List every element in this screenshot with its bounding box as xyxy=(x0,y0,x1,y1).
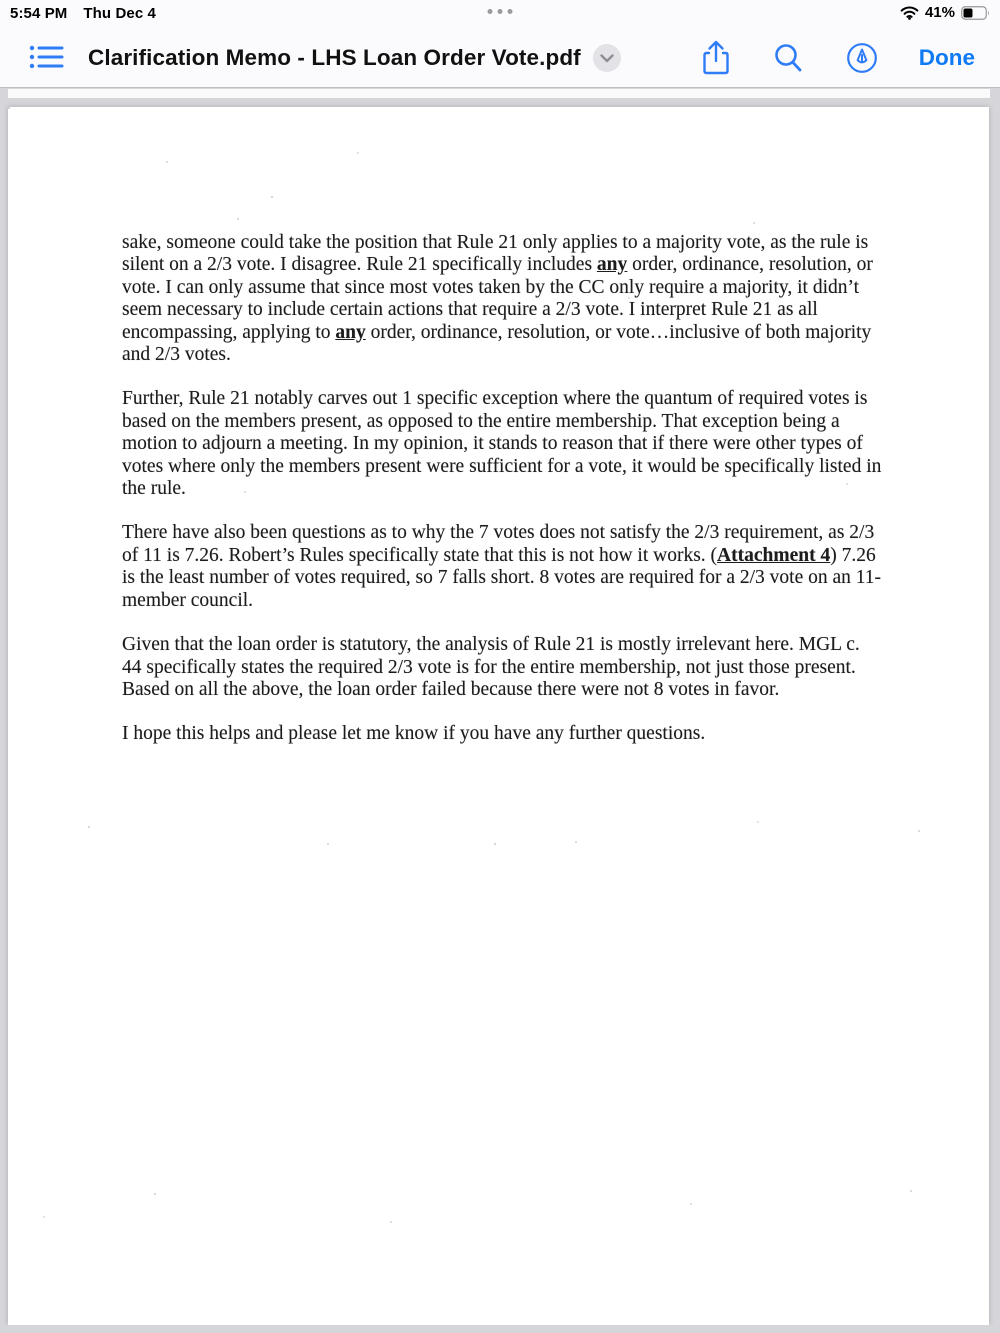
document-text xyxy=(122,232,882,768)
markup-button[interactable] xyxy=(845,38,879,78)
paragraph: Further, Rule 21 notably carves out 1 specific exception where the quantum of required votes is based on the members present, as opposed to the entire membership. That exception being a motion to adjourn a meeting. In my opinion, it stands to reason that if there were other types of votes where only the members present were sufficient for a vote, it would be specifically listed in the rule. xyxy=(122,388,882,500)
wifi-icon xyxy=(900,6,919,20)
battery-icon xyxy=(961,6,990,20)
list-bullet-icon xyxy=(28,42,66,72)
multitasking-dots-icon[interactable] xyxy=(488,9,513,14)
document-title: Clarification Memo - LHS Loan Order Vote.pdf xyxy=(88,45,581,70)
previous-page-edge xyxy=(8,89,990,98)
toolbar-actions xyxy=(699,28,975,87)
paragraph: There have also been questions as to why the 7 votes does not satisfy the 2/3 requirement, as 2/3 of 11 is 7.26. Robert’s Rules specifically state that this is not how it works. (Attachment 4) 7.26 is the least number of votes required, so 7 falls short. 8 votes are required for a 2/3 vote on an 11-member council. xyxy=(122,522,882,611)
paragraph: sake, someone could take the position that Rule 21 only applies to a majority vote, as the rule is silent on a 2/3 vote. I disagree. Rule 21 specifically includes any order, ordinance, resolution, or vote. I can only assume that since most votes taken by the CC only require a majority, it didn’t seem necessary to include certain actions that require a 2/3 vote. I interpret Rule 21 as all encompassing, applying to any order, ordinance, resolution, or vote…inclusive of both majority and 2/3 votes. xyxy=(122,232,873,366)
done-button[interactable]: Done xyxy=(918,44,975,70)
battery-percentage: 41% xyxy=(924,4,955,21)
pen-nib-circle-icon xyxy=(846,42,878,74)
canvas-bottom-gap xyxy=(0,1325,1000,1333)
document-title-menu[interactable] xyxy=(88,36,621,80)
search-icon xyxy=(774,43,803,73)
share-button[interactable] xyxy=(699,38,733,78)
status-time-date xyxy=(10,5,156,22)
paragraph: Given that the loan order is statutory, the analysis of Rule 21 is mostly irrelevant here. MGL c. 44 specifically states the required 2/3 vote is for the entire membership, not just those present. Based on all the above, the loan order failed because there were not 8 votes in favor. xyxy=(122,634,860,700)
top-chrome xyxy=(0,0,1000,88)
status-date: Thu Dec 4 xyxy=(83,5,156,22)
pdf-scroll-area[interactable] xyxy=(0,88,1000,1333)
status-indicators xyxy=(900,4,990,21)
status-time: 5:54 PM xyxy=(10,5,68,22)
chevron-down-icon xyxy=(593,44,621,72)
scan-noise xyxy=(8,107,10,109)
status-bar xyxy=(0,0,1000,28)
pdf-page xyxy=(8,107,989,1325)
pdf-toolbar xyxy=(0,28,1000,87)
share-icon xyxy=(701,39,731,77)
paragraph: I hope this helps and please let me know if you have any further questions. xyxy=(122,723,706,745)
table-of-contents-button[interactable] xyxy=(26,40,68,74)
search-button[interactable] xyxy=(773,38,805,78)
